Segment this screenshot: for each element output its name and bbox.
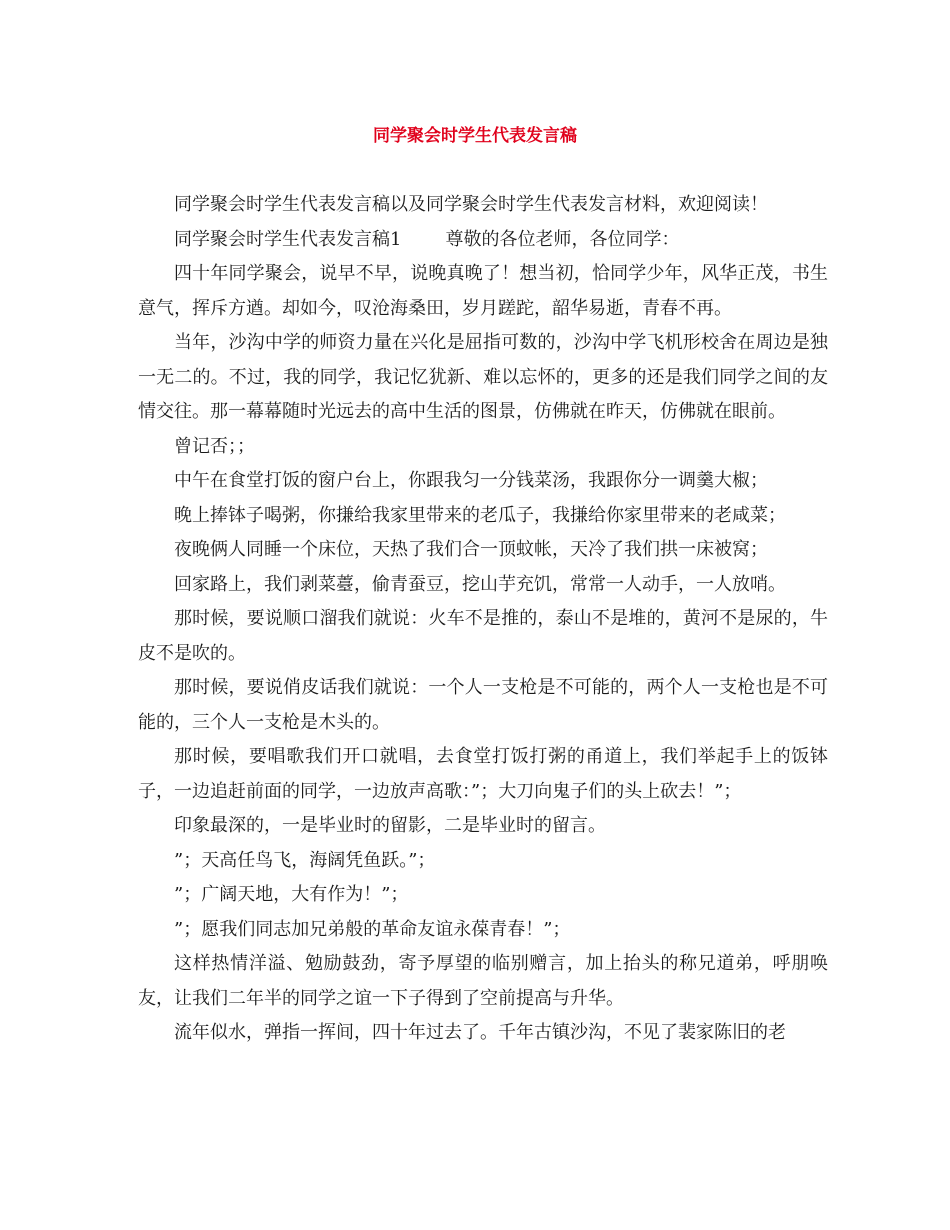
quote-line: ”；愿我们同志加兄弟般的革命友谊永葆青春！”；	[174, 918, 571, 940]
document-title: 同学聚会时学生代表发言稿	[373, 126, 577, 146]
paragraph: 中午在食堂打饭的窗户台上，你跟我匀一分钱菜汤，我跟你分一调羹大椒；	[174, 470, 768, 491]
paragraph: 那时候，要说俏皮话我们就说：一个人一支枪是不可能的，两个人一支枪也是不可能的，三个人一支枪是木头的。	[138, 677, 828, 733]
paragraph: 这样热情洋溢、勉励鼓劲，寄予厚望的临别赠言，加上抬头的称兄道弟，呼朋唤友，让我们二年半的同学之谊一下子得到了空前提高与升华。	[138, 953, 828, 1009]
paragraph: 那时候，要唱歌我们开口就唱，去食堂打饭打粥的甬道上，我们举起手上的饭钵子，一边追赶前面的同学，一边放声高歌：”；大刀向鬼子们的头上砍去！”；	[138, 746, 828, 802]
paragraph: 那时候，要说顺口溜我们就说：火车不是推的，泰山不是堆的，黄河不是尿的，牛皮不是吹的。	[138, 608, 828, 664]
paragraph: 四十年同学聚会，说早不早，说晚真晚了！想当初，恰同学少年，风华正茂，书生意气，挥斥方遒。却如今，叹沧海桑田，岁月蹉跎，韶华易逝，青春不再。	[138, 263, 828, 319]
heading-line	[138, 223, 828, 258]
intro-paragraph: 同学聚会时学生代表发言稿以及同学聚会时学生代表发言材料，欢迎阅读！	[174, 194, 768, 215]
paragraph: 晚上捧钵子喝粥，你搛给我家里带来的老瓜子，我搛给你家里带来的老咸菜；	[174, 504, 786, 526]
document-body	[138, 188, 828, 1051]
salutation: 尊敬的各位老师，各位同学：	[445, 228, 680, 250]
paragraph: 夜晚俩人同睡一个床位，天热了我们合一顶蚊帐，天冷了我们拱一床被窝；	[174, 539, 768, 560]
paragraph: 流年似水，弹指一挥间，四十年过去了。千年古镇沙沟，不见了裴家陈旧的老	[174, 1022, 786, 1043]
quote-line: ”；天高任鸟飞，海阔凭鱼跃。”；	[174, 849, 436, 871]
paragraph: 回家路上，我们剥菜薹，偷青蚕豆，挖山芋充饥，常常一人动手，一人放哨。	[174, 573, 786, 595]
paragraph: 当年，沙沟中学的师资力量在兴化是屈指可数的，沙沟中学飞机形校舍在周边是独一无二的。不过，我的同学，我记忆犹新、难以忘怀的，更多的还是我们同学之间的友情交往。那一幕幕随时光远去的高中生活的图景，仿佛就在昨天，仿佛就在眼前。	[138, 332, 828, 422]
paragraph: 曾记否；；	[174, 435, 255, 457]
paragraph: 印象最深的，一是毕业时的留影，二是毕业时的留言。	[174, 815, 606, 836]
speech-title: 同学聚会时学生代表发言稿1	[174, 228, 402, 250]
quote-line: ”；广阔天地，大有作为！”；	[174, 884, 409, 905]
